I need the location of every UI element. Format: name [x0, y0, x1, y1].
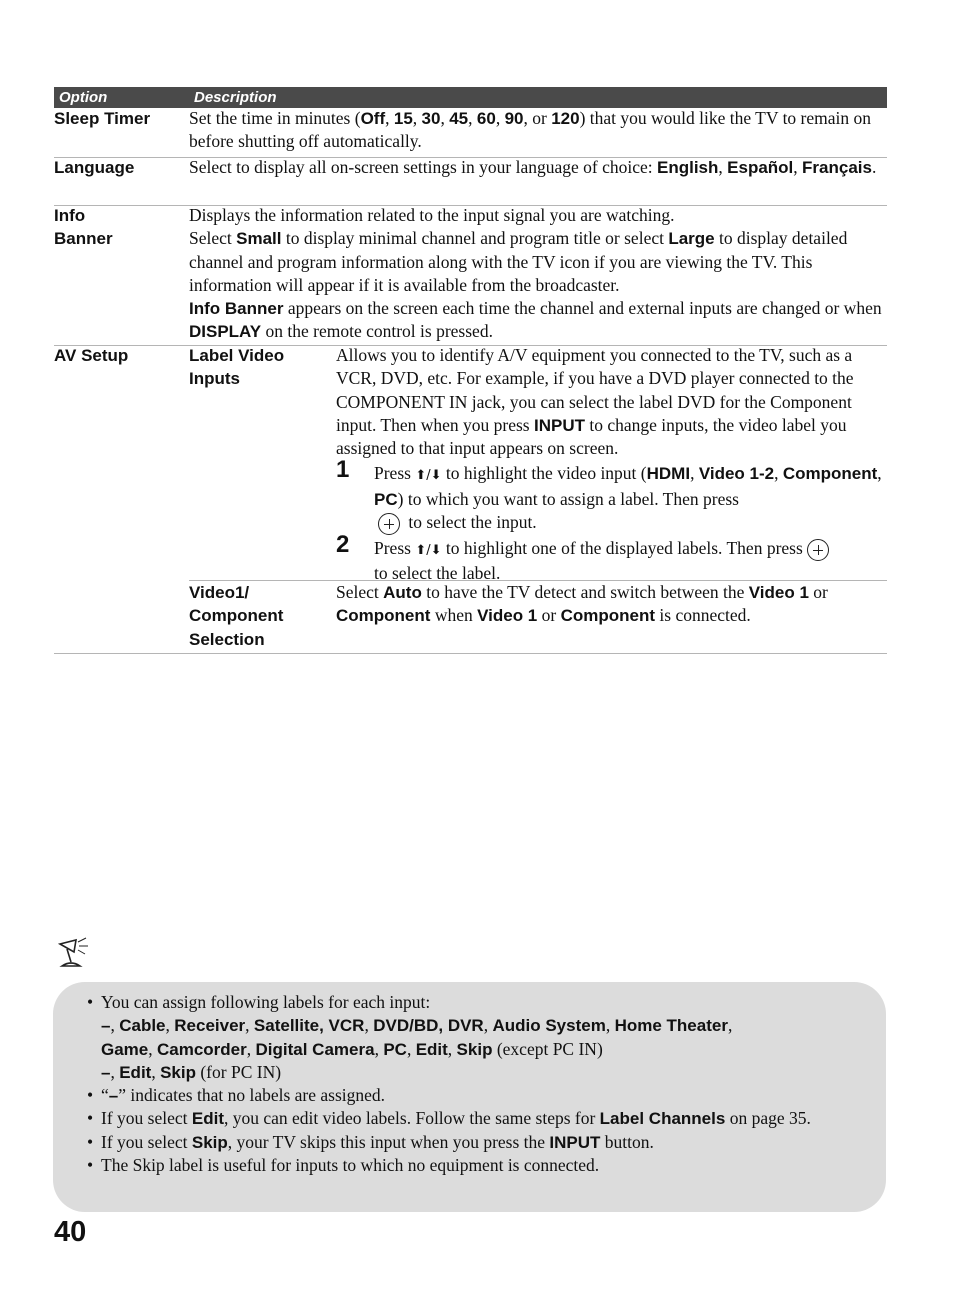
text: If you select	[101, 1108, 192, 1129]
sep: ,	[385, 108, 394, 128]
suboption-label-video-inputs	[189, 344, 329, 391]
text: “	[101, 1085, 109, 1106]
sep: ,	[110, 1061, 120, 1082]
dash-label: –	[108, 1086, 119, 1106]
option-line: Inputs	[189, 369, 240, 389]
sep: ,	[165, 1015, 175, 1036]
input-button-name: INPUT	[534, 415, 585, 435]
text: to highlight one of the displayed labels. Then press	[441, 538, 803, 559]
text: , your TV skips this input when you press the	[227, 1131, 550, 1152]
text: on the remote control is pressed.	[261, 321, 493, 342]
sep: ,	[148, 1038, 157, 1059]
description-video1-component-selection	[336, 581, 887, 628]
sep: ,	[110, 1015, 120, 1036]
text: to select the label.	[374, 563, 501, 584]
value-video1: Video 1	[748, 583, 809, 602]
sep: ,	[727, 1015, 733, 1036]
enter-button-icon	[807, 539, 829, 561]
table-header	[54, 87, 887, 108]
sep: ,	[495, 108, 505, 128]
text: The Skip label is useful for inputs to which no equipment is connected.	[101, 1155, 600, 1176]
value-off: Off	[360, 109, 386, 128]
label-option: Edit	[415, 1039, 448, 1059]
input-component: Component	[782, 464, 878, 484]
value-auto: Auto	[383, 583, 422, 602]
sep: ,	[605, 1015, 615, 1036]
text: ) to which you want to assign a label. Then press	[397, 488, 739, 509]
subrow-video1-component-selection	[189, 581, 887, 653]
text: to display minimal channel and program title or select	[281, 228, 669, 249]
sep: ,	[774, 463, 783, 484]
row-info-banner	[54, 204, 887, 346]
sep: ,	[793, 157, 803, 177]
sep: ,	[246, 1038, 256, 1059]
text: (except PC IN)	[492, 1038, 603, 1059]
subrow-label-video-inputs	[189, 344, 887, 584]
hint-note-box	[53, 982, 886, 1212]
label-option: Skip	[160, 1062, 196, 1082]
label-option: –	[101, 1016, 111, 1036]
text: when	[430, 605, 478, 626]
skip-term: Skip	[191, 1132, 228, 1152]
lamp-hint-icon	[56, 936, 96, 972]
header-description: Description	[194, 89, 277, 106]
input-button-name: INPUT	[549, 1132, 601, 1152]
option-language: Language	[54, 158, 135, 177]
bullet: •	[87, 1131, 94, 1152]
text: Select	[189, 228, 237, 249]
text: Set the time in minutes (	[189, 108, 361, 128]
text: Displays the information related to the input signal you are watching.	[189, 205, 675, 225]
note-item	[87, 991, 857, 1084]
note-item	[87, 1107, 857, 1130]
info-banner-term: Info Banner	[189, 299, 284, 319]
sep: ,	[718, 157, 728, 177]
input-video12: Video 1-2	[698, 464, 775, 484]
text: (for PC IN)	[195, 1061, 282, 1082]
label-option: Cable	[119, 1016, 166, 1036]
text: on page 35.	[725, 1108, 811, 1129]
header-option: Option	[59, 89, 108, 106]
text: ) that you would like the TV to remain on before shutting off automatically.	[189, 108, 872, 152]
bullet: •	[87, 1155, 94, 1176]
step-1	[336, 456, 887, 535]
description-language	[189, 156, 887, 179]
label-option: Skip	[456, 1039, 493, 1059]
option-av-setup: AV Setup	[54, 346, 129, 365]
text: or	[808, 582, 828, 602]
text: appears on the screen each time the channel and external inputs are changed or when	[283, 298, 882, 319]
text: to display detailed channel and program information along with the TV icon if you are viewing the TV. This information will appear if it is available from the broadcaster.	[189, 228, 848, 295]
label-option: PC	[383, 1039, 407, 1059]
suboption-video1-component-selection	[189, 581, 329, 651]
text: Press	[374, 463, 416, 484]
row-language	[54, 156, 887, 206]
input-hdmi: HDMI	[646, 464, 691, 484]
edit-term: Edit	[191, 1109, 224, 1129]
value-120: 120	[551, 109, 580, 128]
step-number: 2	[336, 531, 350, 559]
description-sleep-timer	[189, 107, 887, 154]
value-small: Small	[236, 229, 282, 249]
text: to select the input.	[404, 512, 537, 533]
text: Press	[374, 538, 416, 559]
step-2	[336, 531, 887, 586]
option-info-banner	[54, 204, 184, 251]
text: , you can edit video labels. Follow the same steps for	[223, 1108, 600, 1129]
sep: ,	[364, 1015, 374, 1036]
value-60: 60	[476, 109, 496, 128]
label-option: Home Theater	[614, 1016, 728, 1036]
label-option: Receiver	[174, 1016, 246, 1036]
text: Select to display all on-screen settings in your language of choice:	[189, 157, 657, 177]
sep: ,	[877, 463, 882, 484]
text: to have the TV detect and switch between the	[421, 582, 749, 602]
value-video1: Video 1	[477, 606, 538, 626]
option-line: Selection	[189, 629, 265, 649]
step-number: 1	[336, 456, 350, 484]
note-item	[87, 1154, 857, 1177]
enter-button-icon	[378, 513, 400, 535]
text: If you select	[101, 1131, 192, 1152]
label-option: DVD/BD, DVR	[373, 1016, 484, 1036]
value-component: Component	[560, 606, 656, 626]
text: .	[871, 157, 877, 177]
lang-espanol: Español	[727, 158, 794, 177]
text: You can assign following labels for each input:	[101, 992, 431, 1012]
label-option: –	[101, 1062, 111, 1082]
label-option: Edit	[119, 1062, 152, 1082]
text: to highlight the video input (	[441, 463, 647, 484]
value-component: Component	[336, 606, 431, 626]
description-info-banner	[189, 204, 887, 344]
label-option: Game	[101, 1039, 149, 1059]
sep: ,	[412, 108, 422, 128]
note-item	[87, 1084, 857, 1107]
sep: ,	[406, 1038, 416, 1059]
description-label-video-inputs	[336, 344, 887, 586]
text: or	[537, 605, 561, 626]
bullet: •	[87, 1085, 94, 1106]
label-option: Satellite, VCR	[253, 1016, 365, 1036]
up-down-arrows-icon: ⬆/⬇	[415, 468, 442, 484]
input-pc: PC	[374, 489, 398, 509]
sep: ,	[151, 1061, 161, 1082]
value-large: Large	[668, 229, 715, 249]
sep: ,	[483, 1015, 493, 1036]
intro-text	[336, 344, 887, 460]
sep: ,	[245, 1015, 254, 1036]
label-option: Audio System	[492, 1016, 606, 1036]
option-line: Banner	[54, 229, 113, 249]
label-option: Digital Camera	[255, 1039, 375, 1059]
text: is connected.	[655, 605, 751, 626]
text: button.	[600, 1131, 654, 1152]
value-90: 90	[504, 109, 524, 128]
display-button-name: DISPLAY	[189, 322, 262, 342]
row-sleep-timer	[54, 107, 887, 158]
text: Allows you to identify A/V equipment you connected to the TV, such as a VCR, DVD, etc. For example, if you have a DVD player connected to the COMPONENT IN jack, you can select the label DVD for the Component input. Then when you press	[336, 345, 854, 435]
text: Select	[336, 582, 384, 602]
text: , or	[523, 108, 552, 128]
sep: ,	[374, 1038, 384, 1059]
page-number: 40	[54, 1216, 87, 1248]
option-line: Component	[189, 606, 284, 626]
hint-notes	[87, 991, 857, 1177]
row-av-setup	[54, 344, 887, 654]
value-30: 30	[421, 109, 441, 128]
bullet: •	[87, 992, 94, 1012]
option-line: Info	[54, 206, 86, 225]
text: ” indicates that no labels are assigned.	[118, 1085, 386, 1106]
up-down-arrows-icon: ⬆/⬇	[415, 543, 442, 559]
note-item	[87, 1131, 857, 1154]
lang-francais: Français	[802, 158, 872, 177]
bullet: •	[87, 1108, 94, 1129]
lang-english: English	[657, 158, 719, 177]
sep: ,	[440, 108, 450, 128]
label-channels-term: Label Channels	[599, 1109, 726, 1129]
text: to change inputs, the video label you assigned to that input appears on screen.	[336, 414, 847, 459]
sep: ,	[447, 1038, 457, 1059]
option-sleep-timer: Sleep Timer	[54, 109, 151, 128]
option-line: Label Video	[189, 346, 285, 365]
label-option: Camcorder	[157, 1039, 247, 1059]
sep: ,	[468, 108, 477, 128]
value-45: 45	[449, 109, 469, 128]
option-line: Video1/	[189, 583, 250, 602]
value-15: 15	[393, 109, 413, 128]
sep: ,	[690, 463, 699, 484]
